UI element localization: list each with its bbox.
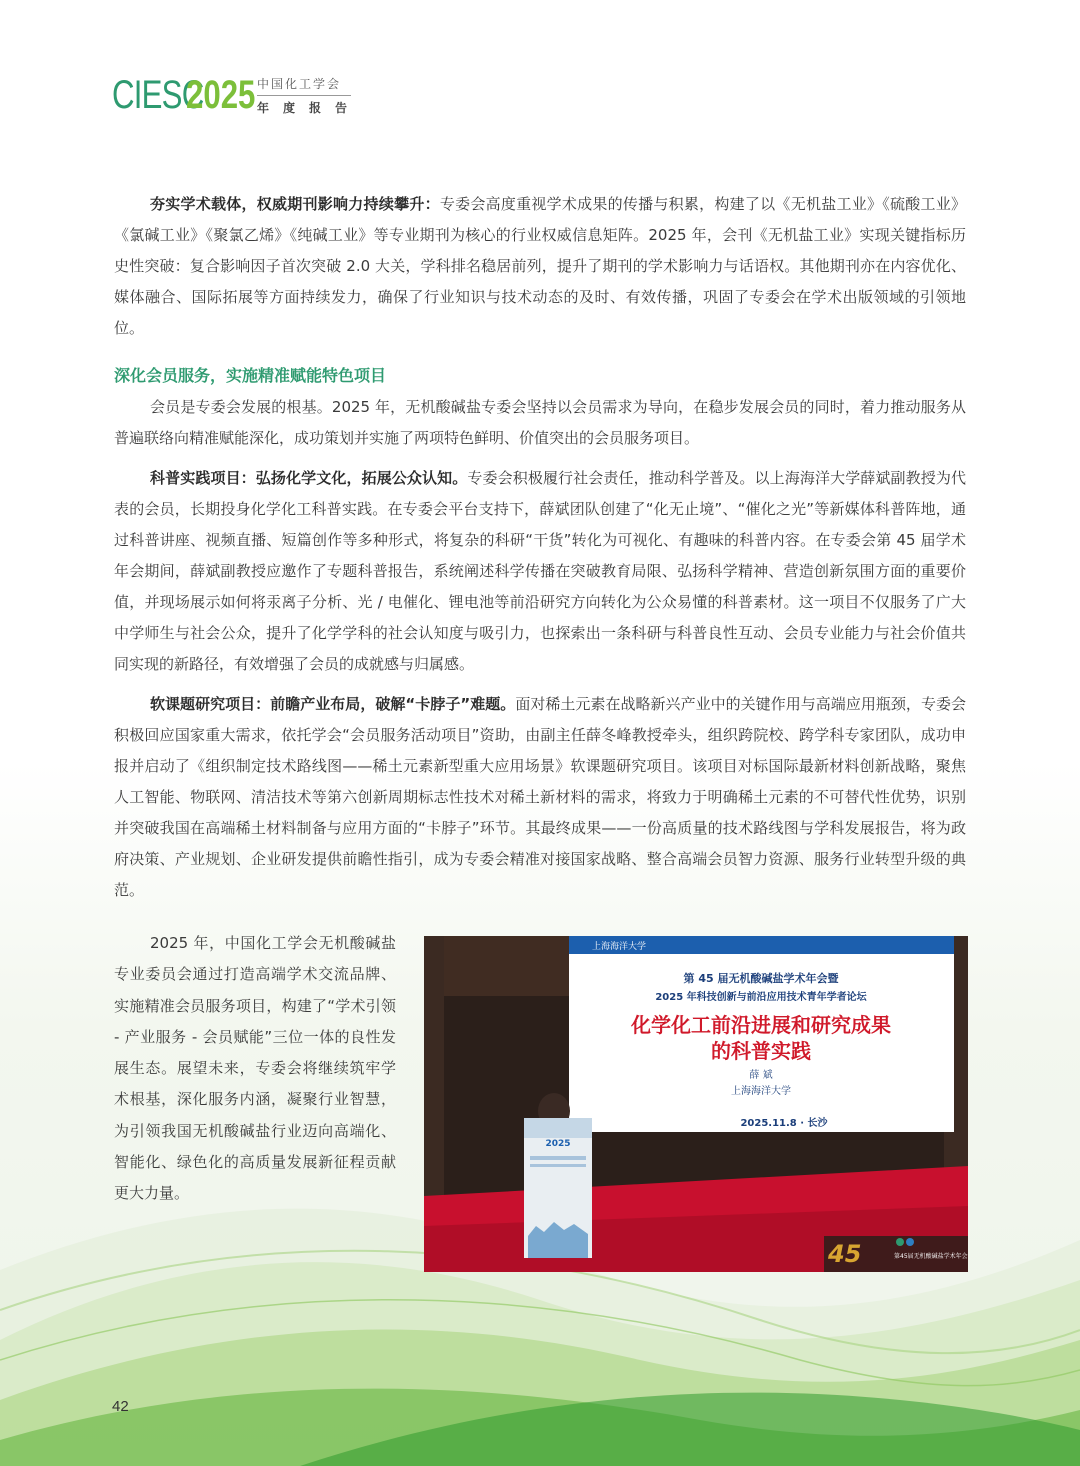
banner-school: 上海海洋大学 — [592, 942, 647, 952]
logo-divider — [257, 95, 351, 96]
paragraph-text: 面对稀土元素在战略新兴产业中的关键作用与高端应用瓶颈，专委会积极回应国家重大需求，依托学会“会员服务活动项目”资助，由副主任薛冬峰教授牵头，组织跨院校、跨学科专家团队，成功申报并启动了《组织制定技术路线图——稀土元素新型重大应用场景》软课题研究项目。该项目对标国际最新材料创新战略，聚焦人工智能、物联网、清洁技术等第六创新周期标志性技术对稀土新材料的需求，将致力于明确稀土元素的不可替代性优势，识别并突破我国在高端稀土材料制备与应用方面的“卡脖子”环节。其最终成果——一份高质量的技术路线图与学科发展报告，将为政府决策、产业规划、企业研发提供前瞻性指引，成为专委会精准对接国家战略、整合高端会员智力资源、服务行业转型升级的典范。 — [114, 695, 966, 899]
conference-photo-drawing — [424, 936, 968, 1272]
report-label: 年度报告 — [257, 101, 362, 115]
logo-year: 2025 — [186, 73, 256, 117]
screen-title1: 化学化工前沿进展和研究成果 — [631, 1013, 891, 1037]
paragraph-lead: 软课题研究项目：前瞻产业布局，破解“卡脖子”难题。 — [150, 695, 516, 713]
paragraph-text: 专委会高度重视学术成果的传播与积累，构建了以《无机盐工业》《硫酸工业》《氯碱工业》《聚氯乙烯》《纯碱工业》等专业期刊为核心的行业权威信息矩阵。2025 年，会刊《无机盐工业》实现关键指标历史性突破：复合影响因子首次突破 2.0 大关，学科排名稳居前列，提升了期刊的学术影响力与话语权。其他期刊亦在内容优化、媒体融合、国际拓展等方面持续发力，确保了行业知识与技术动态的及时、有效传播，巩固了专委会在学术出版领域的引领地位。 — [114, 195, 966, 337]
org-name: 中国化工学会 — [257, 77, 342, 91]
paragraph-journals — [114, 189, 966, 344]
corner-caption: 第45届无机酸碱盐学术年会 — [894, 1253, 968, 1260]
corner-number: 45 — [828, 1240, 862, 1268]
conference-photo — [424, 936, 968, 1272]
paragraph-lead: 科普实践项目：弘扬化学文化，拓展公众认知。 — [150, 469, 468, 487]
screen-affiliation: 上海海洋大学 — [731, 1086, 791, 1097]
paragraph-lead: 夯实学术载体，权威期刊影响力持续攀升： — [150, 195, 440, 213]
logo-subtitle — [257, 76, 362, 116]
paragraph-text: 专委会积极履行社会责任，推动科学普及。以上海海洋大学薛斌副教授为代表的会员，长期投身化学化工科普实践。在专委会平台支持下，薛斌团队创建了“化无止境”、“催化之光”等新媒体科普阵地，通过科普讲座、视频直播、短篇创作等多种形式，将复杂的科研“干货”转化为可视化、有趣味的科普内容。在专委会第 45 届学术年会期间，薛斌副教授应邀作了专题科普报告，系统阐述科学传播在突破教育局限、弘扬科学精神、营造创新氛围方面的重要价值，并现场展示如何将汞离子分析、光 / 电催化、锂电池等前沿研究方向转化为公众易懂的科普素材。这一项目不仅服务了广大中学师生与社会公众，提升了化学学科的社会认知度与吸引力，也探索出一条科研与科普良性互动、会员专业能力与社会价值共同实现的新路径，有效增强了会员的成就感与归属感。 — [114, 469, 966, 673]
screen-speaker: 薛 斌 — [749, 1070, 773, 1081]
ciesc-logo: CIESC — [112, 73, 204, 117]
page-number: 42 — [112, 1398, 129, 1415]
paragraph-members — [114, 392, 966, 454]
paragraph-science-popularization — [114, 463, 966, 680]
screen-line2: 2025 年科技创新与前沿应用技术青年学者论坛 — [655, 992, 867, 1003]
paragraph-text: 会员是专委会发展的根基。2025 年，无机酸碱盐专委会坚持以会员需求为导向，在稳步发展会员的同时，着力推动服务从普遍联络向精准赋能深化，成功策划并实施了两项特色鲜明、价值突出的会员服务项目。 — [114, 398, 966, 447]
screen-date: 2025.11.8 · 长沙 — [740, 1118, 828, 1129]
podium-year: 2025 — [545, 1139, 571, 1149]
screen-line1: 第 45 届无机酸碱盐学术年会暨 — [683, 972, 839, 985]
screen-title2: 的科普实践 — [711, 1039, 811, 1063]
section-heading: 深化会员服务，实施精准赋能特色项目 — [114, 366, 387, 385]
paragraph-soft-topic — [114, 689, 966, 906]
paragraph-summary: 2025 年，中国化工学会无机酸碱盐专业委员会通过打造高端学术交流品牌、实施精准会员服务项目，构建了“学术引领 - 产业服务 - 会员赋能”三位一体的良性发展生态。展望未来，专委会将继续筑牢学术根基，深化服务内涵，凝聚行业智慧，为引领我国无机酸碱盐行业迈向高端化、智能化、绿色化的高质量发展新征程贡献更大力量。 — [114, 934, 396, 1203]
